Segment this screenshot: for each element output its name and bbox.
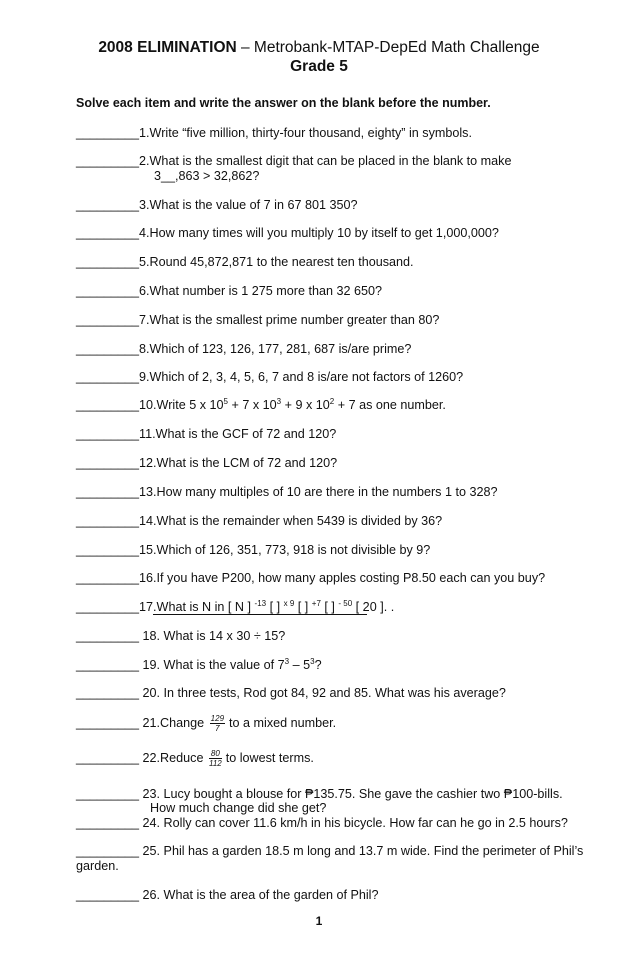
question-text-d: + 7 as one number. bbox=[334, 398, 446, 412]
question-12 bbox=[76, 455, 337, 471]
worksheet-title bbox=[0, 38, 638, 57]
answer-blank[interactable]: _________ bbox=[76, 658, 140, 672]
question-24 bbox=[76, 815, 568, 831]
question-text: 26. What is the area of the garden of Phil? bbox=[139, 888, 379, 902]
question-text-c: ? bbox=[314, 658, 322, 672]
answer-blank[interactable]: _________ bbox=[76, 485, 140, 499]
question-text: 15.Which of 126, 351, 773, 918 is not divisible by 9? bbox=[139, 543, 431, 557]
question-text-c: + 9 x 10 bbox=[281, 398, 330, 412]
question-text-b: + 7 x 10 bbox=[227, 398, 277, 412]
title-bold: 2008 ELIMINATION bbox=[98, 39, 237, 56]
question-18 bbox=[76, 628, 285, 644]
answer-blank[interactable]: _________ bbox=[76, 313, 140, 327]
answer-blank[interactable]: _________ bbox=[76, 543, 140, 557]
question-text: 16.If you have P200, how many apples costing P8.50 each can you buy? bbox=[139, 571, 546, 585]
question-26 bbox=[76, 887, 378, 903]
question-text-a: 22.Reduce bbox=[139, 750, 207, 765]
answer-blank[interactable]: _________ bbox=[76, 126, 140, 140]
question-text: 11.What is the GCF of 72 and 120? bbox=[139, 427, 337, 441]
question-11 bbox=[76, 426, 336, 442]
question-7 bbox=[76, 312, 439, 328]
page-number: 1 bbox=[315, 914, 323, 928]
question-22 bbox=[76, 749, 314, 768]
exponent: 3 bbox=[276, 396, 282, 406]
question-2 bbox=[76, 153, 511, 169]
question-text: 18. What is 14 x 30 ÷ 15? bbox=[139, 629, 286, 643]
question-text-b: – 5 bbox=[289, 658, 311, 672]
question-25-continuation: garden. bbox=[76, 859, 119, 873]
question-10 bbox=[76, 397, 446, 413]
question-8 bbox=[76, 341, 411, 357]
question-text: 5.Round 45,872,871 to the nearest ten thousand. bbox=[139, 255, 414, 269]
fraction-denominator: 112 bbox=[208, 759, 222, 768]
fraction bbox=[210, 714, 225, 733]
answer-blank[interactable]: _________ bbox=[76, 750, 140, 765]
answer-blank[interactable]: _________ bbox=[76, 686, 140, 700]
answer-blank[interactable]: _________ bbox=[76, 571, 140, 585]
question-text-a: 10.Write 5 x 10 bbox=[139, 398, 224, 412]
operation-label: -13 bbox=[254, 598, 267, 608]
question-text-e: [ 20 ]. . bbox=[352, 600, 395, 614]
instructions: Solve each item and write the answer on the blank before the number. bbox=[76, 96, 491, 110]
answer-blank[interactable]: _________ bbox=[76, 456, 140, 470]
question-5 bbox=[76, 254, 414, 270]
title-rest: – Metrobank-MTAP-DepEd Math Challenge bbox=[236, 39, 540, 56]
question-3 bbox=[76, 197, 358, 213]
answer-blank[interactable]: _________ bbox=[76, 514, 140, 528]
question-text: 13.How many multiples of 10 are there in the numbers 1 to 328? bbox=[139, 485, 498, 499]
exponent: 2 bbox=[329, 396, 335, 406]
question-23 bbox=[76, 786, 563, 802]
question-text: 9.Which of 2, 3, 4, 5, 6, 7 and 8 is/are not factors of 1260? bbox=[139, 370, 464, 384]
fraction-numerator: 80 bbox=[210, 749, 220, 758]
question-text: 12.What is the LCM of 72 and 120? bbox=[139, 456, 338, 470]
question-16 bbox=[76, 570, 545, 586]
exponent: 5 bbox=[223, 396, 228, 406]
question-text-c: [ ] bbox=[294, 600, 312, 614]
operation-label: +7 bbox=[311, 598, 321, 608]
answer-blank[interactable]: _________ bbox=[76, 398, 140, 412]
answer-blank[interactable]: _________ bbox=[76, 787, 140, 801]
question-text-a: 17.What is N in [ N ] bbox=[139, 600, 255, 614]
question-text: 4.How many times will you multiply 10 by itself to get 1,000,000? bbox=[139, 226, 499, 240]
question-text: 20. In three tests, Rod got 84, 92 and 85. What was his average? bbox=[139, 686, 506, 700]
question-9 bbox=[76, 369, 463, 385]
question-text-b: to lowest terms. bbox=[225, 750, 314, 765]
answer-blank[interactable]: _________ bbox=[76, 427, 140, 441]
question-2-continuation: 3__,863 > 32,862? bbox=[154, 169, 260, 183]
question-19 bbox=[76, 657, 322, 673]
answer-blank[interactable]: _________ bbox=[76, 816, 140, 830]
arrow-line bbox=[153, 614, 367, 615]
question-text: 24. Rolly can cover 11.6 km/h in his bicycle. How far can he go in 2.5 hours? bbox=[139, 816, 568, 830]
question-text: 6.What number is 1 275 more than 32 650? bbox=[139, 284, 382, 298]
answer-blank[interactable]: _________ bbox=[76, 154, 140, 168]
operation-label: - 50 bbox=[338, 598, 353, 608]
question-text-a: 19. What is the value of 7 bbox=[139, 658, 285, 672]
question-text: 3.What is the value of 7 in 67 801 350? bbox=[139, 198, 358, 212]
answer-blank[interactable]: _________ bbox=[76, 715, 140, 730]
question-15 bbox=[76, 542, 430, 558]
operation-chain bbox=[139, 599, 394, 615]
answer-blank[interactable]: _________ bbox=[76, 600, 140, 614]
question-6 bbox=[76, 283, 382, 299]
question-4 bbox=[76, 225, 499, 241]
grade-heading: Grade 5 bbox=[290, 58, 348, 75]
question-13 bbox=[76, 484, 497, 500]
question-text: 2.What is the smallest digit that can be placed in the blank to make bbox=[139, 154, 512, 168]
fraction-numerator: 129 bbox=[210, 714, 225, 723]
question-1 bbox=[76, 125, 472, 141]
question-14 bbox=[76, 513, 442, 529]
answer-blank[interactable]: _________ bbox=[76, 284, 140, 298]
question-text: 25. Phil has a garden 18.5 m long and 13.7 m wide. Find the perimeter of Phil’s bbox=[139, 844, 584, 858]
question-text-b: [ ] bbox=[266, 600, 284, 614]
question-text: 14.What is the remainder when 5439 is divided by 36? bbox=[139, 514, 443, 528]
answer-blank[interactable]: _________ bbox=[76, 255, 140, 269]
exponent: 3 bbox=[284, 656, 290, 666]
answer-blank[interactable]: _________ bbox=[76, 198, 140, 212]
question-25 bbox=[76, 843, 583, 859]
answer-blank[interactable]: _________ bbox=[76, 629, 140, 643]
fraction bbox=[209, 749, 222, 768]
question-text-a: 21.Change bbox=[139, 715, 208, 730]
answer-blank[interactable]: _________ bbox=[76, 888, 140, 902]
answer-blank[interactable]: _________ bbox=[76, 844, 140, 858]
question-text: 7.What is the smallest prime number greater than 80? bbox=[139, 313, 440, 327]
question-21 bbox=[76, 714, 336, 733]
answer-blank[interactable]: _________ bbox=[76, 342, 140, 356]
question-text: 8.Which of 123, 126, 177, 281, 687 is/are prime? bbox=[139, 342, 412, 356]
fraction-denominator: 7 bbox=[215, 724, 220, 733]
question-23-continuation: How much change did she get? bbox=[150, 801, 327, 815]
question-17 bbox=[76, 599, 394, 615]
exponent: 3 bbox=[310, 656, 315, 666]
answer-blank[interactable]: _________ bbox=[76, 370, 140, 384]
question-text: 23. Lucy bought a blouse for ₱135.75. She gave the cashier two ₱100-bills. bbox=[139, 787, 563, 801]
question-20 bbox=[76, 685, 506, 701]
answer-blank[interactable]: _________ bbox=[76, 226, 140, 240]
question-text-b: to a mixed number. bbox=[229, 715, 337, 730]
question-text-d: [ ] bbox=[320, 600, 339, 614]
operation-label: x 9 bbox=[283, 598, 295, 608]
question-text: 1.Write “five million, thirty-four thousand, eighty” in symbols. bbox=[139, 126, 472, 140]
